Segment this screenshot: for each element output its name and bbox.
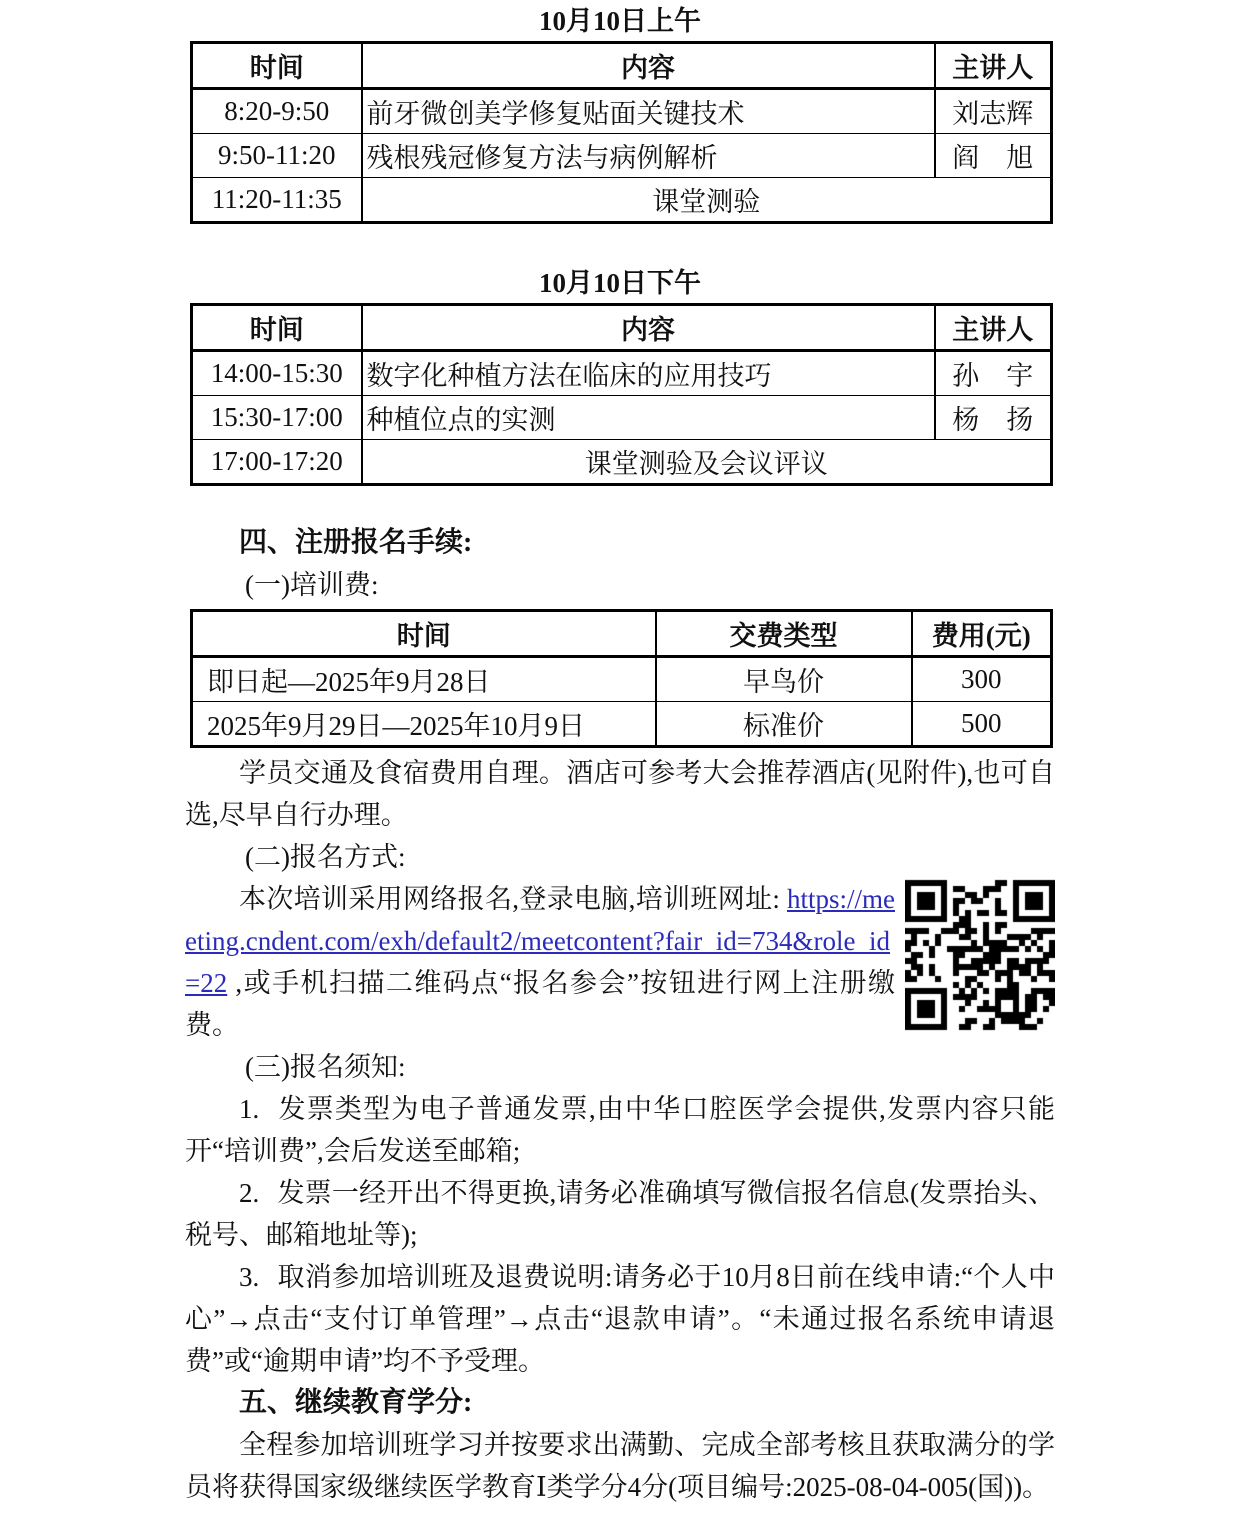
notice-item — [185, 1256, 1055, 1382]
item-text: 发票类型为电子普通发票,由中华口腔医学会提供,发票内容只能开“培训费”,会后发送至邮箱; — [185, 1094, 1055, 1166]
afternoon-session-title: 10月10日下午 — [539, 268, 701, 298]
fee-note-paragraph: 学员交通及食宿费用自理。酒店可参考大会推荐酒店(见附件),也可自选,尽早自行办理。 — [185, 758, 1055, 830]
time-cell: 8:20-9:50 — [192, 89, 362, 134]
content-cell: 残根残冠修复方法与病例解析 — [362, 134, 935, 178]
item-number: 3. — [239, 1262, 260, 1292]
content-cell: 种植位点的实测 — [362, 396, 935, 440]
method-label: (二)报名方式: — [245, 842, 406, 872]
time-cell: 11:20-11:35 — [192, 178, 362, 223]
notice-item — [185, 1172, 1055, 1256]
col-header-time: 时间 — [192, 611, 656, 657]
time-cell: 17:00-17:20 — [192, 440, 362, 485]
table-header-row — [192, 305, 1052, 351]
time-cell: 9:50-11:20 — [192, 134, 362, 178]
table-row — [192, 351, 1052, 396]
notice-item — [185, 1088, 1055, 1172]
amount-cell: 500 — [912, 702, 1052, 747]
table-row — [192, 134, 1052, 178]
content-cell: 前牙微创美学修复贴面关键技术 — [362, 89, 935, 134]
time-cell: 15:30-17:00 — [192, 396, 362, 440]
table-row — [192, 657, 1052, 702]
table-row — [192, 396, 1052, 440]
col-header-content: 内容 — [362, 305, 935, 351]
speaker-cell: 刘志辉 — [935, 89, 1052, 134]
item-text: 取消参加培训班及退费说明:请务必于10月8日前在线申请:“个人中心”→点击“支付订单管理”→点击“退款申请”。“未通过报名系统申请退费”或“逾期申请”均不予受理。 — [185, 1262, 1055, 1376]
notice-label: (三)报名须知: — [245, 1052, 406, 1082]
speaker-cell: 阎 旭 — [935, 134, 1052, 178]
speaker-cell: 孙 宇 — [935, 351, 1052, 396]
item-number: 2. — [239, 1178, 260, 1208]
registration-link[interactable]: https://meeting.cndent.com/exh/default2/meetcontent?fair_id=734&role_id=22 — [185, 884, 895, 998]
afternoon-schedule-table — [190, 303, 1053, 486]
item-number: 1. — [239, 1094, 260, 1124]
qr-code — [905, 879, 1055, 1031]
morning-schedule-table — [190, 41, 1053, 224]
table-header-row — [192, 611, 1052, 657]
content-cell: 数字化种植方法在临床的应用技巧 — [362, 351, 935, 396]
section-4-heading: 四、注册报名手续: — [239, 527, 473, 558]
col-header-amount: 费用(元) — [912, 611, 1052, 657]
method-text-before-link: 本次培训采用网络报名,登录电脑,培训班网址: — [239, 884, 787, 914]
table-row — [192, 89, 1052, 134]
col-header-time: 时间 — [192, 43, 362, 89]
method-text-after-link: ,或手机扫描二维码点“报名参会”按钮进行网上注册缴费。 — [185, 968, 895, 1040]
section-5-heading: 五、继续教育学分: — [239, 1387, 473, 1418]
morning-session-title: 10月10日上午 — [539, 6, 701, 36]
merged-content-cell: 课堂测验及会议评议 — [362, 440, 1052, 485]
col-header-speaker: 主讲人 — [935, 43, 1052, 89]
table-header-row — [192, 43, 1052, 89]
fee-table — [190, 609, 1053, 748]
amount-cell: 300 — [912, 657, 1052, 702]
period-cell: 2025年9月29日—2025年10月9日 — [192, 702, 656, 747]
merged-content-cell: 课堂测验 — [362, 178, 1052, 223]
fee-label: (一)培训费: — [245, 570, 379, 600]
col-header-speaker: 主讲人 — [935, 305, 1052, 351]
period-cell: 即日起—2025年9月28日 — [192, 657, 656, 702]
time-cell: 14:00-15:30 — [192, 351, 362, 396]
table-row — [192, 440, 1052, 485]
type-cell: 标准价 — [656, 702, 912, 747]
col-header-time: 时间 — [192, 305, 362, 351]
item-text: 发票一经开出不得更换,请务必准确填写微信报名信息(发票抬头、税号、邮箱地址等); — [185, 1178, 1055, 1250]
col-header-content: 内容 — [362, 43, 935, 89]
speaker-cell: 杨 扬 — [935, 396, 1052, 440]
table-row — [192, 702, 1052, 747]
table-row — [192, 178, 1052, 223]
credits-paragraph: 全程参加培训班学习并按要求出满勤、完成全部考核且获取满分的学员将获得国家级继续医学教育Ⅰ类学分4分(项目编号:2025-08-04-005(国))。 — [185, 1430, 1055, 1502]
type-cell: 早鸟价 — [656, 657, 912, 702]
col-header-type: 交费类型 — [656, 611, 912, 657]
